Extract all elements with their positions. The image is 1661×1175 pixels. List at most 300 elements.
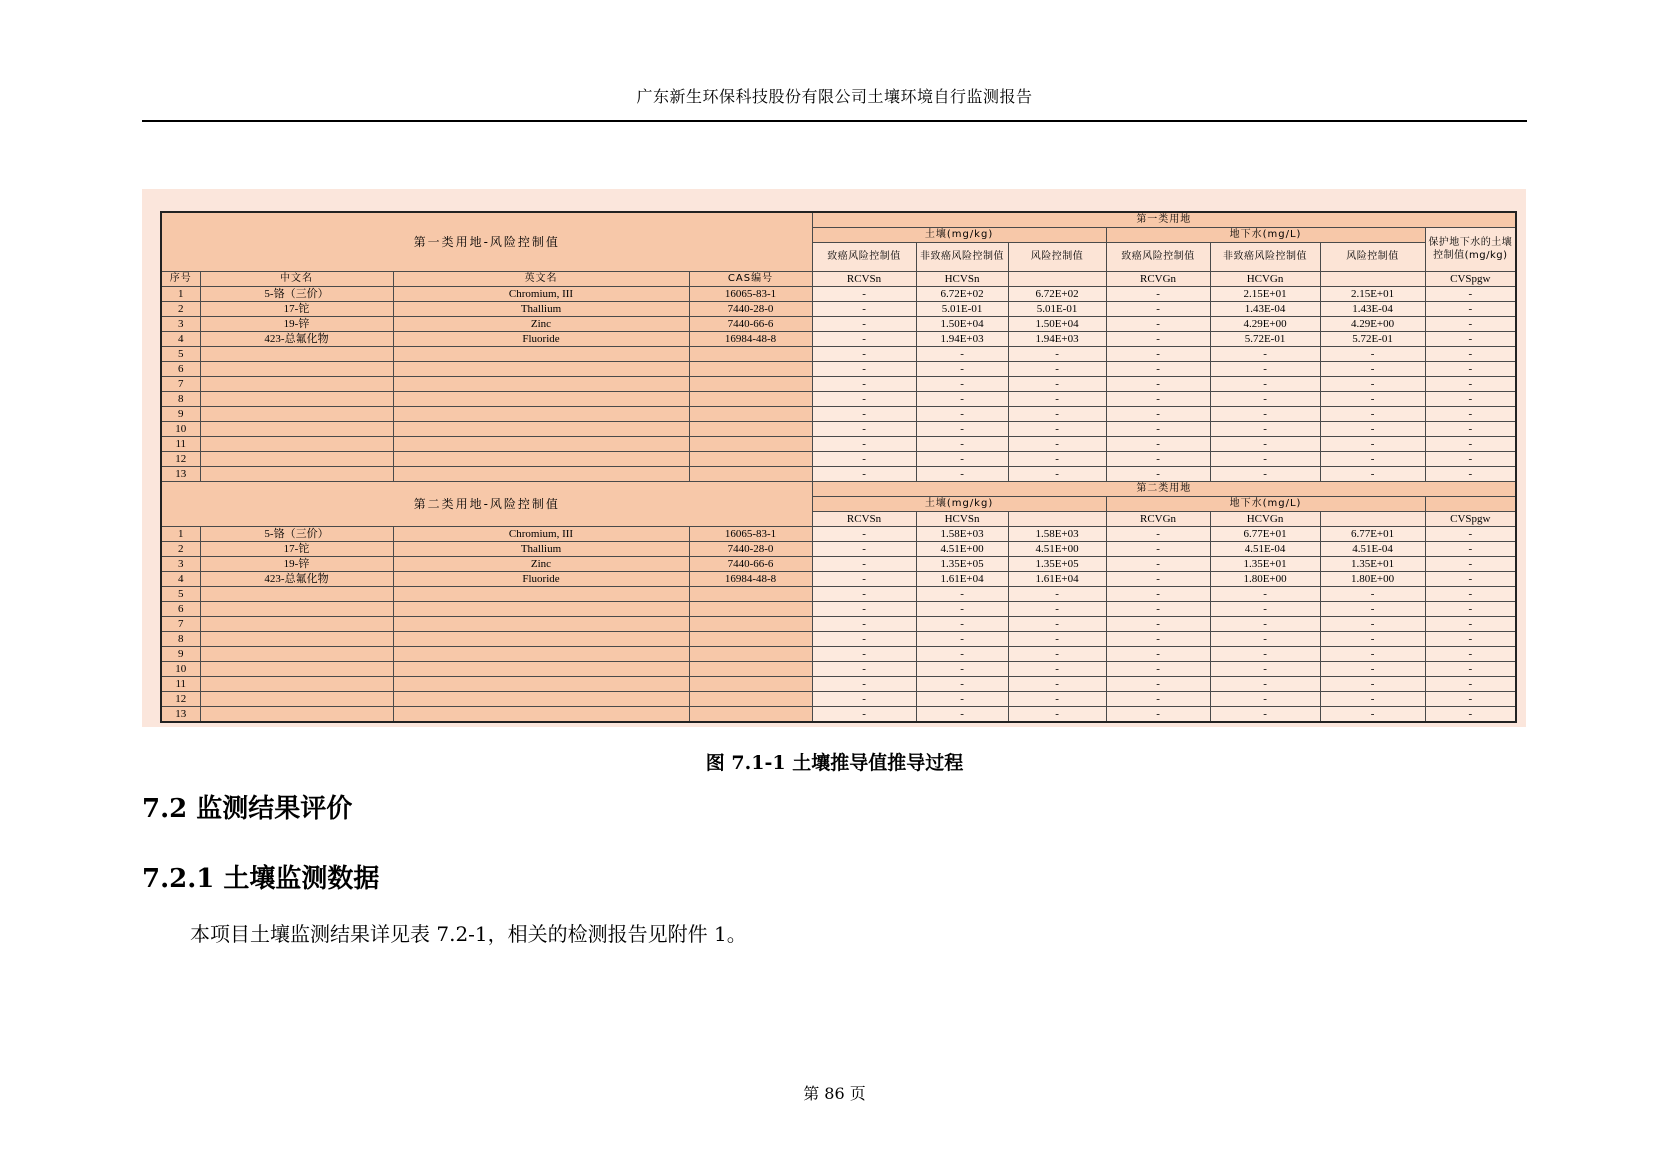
code-header-cell: CVSpgw (1425, 272, 1516, 287)
code-header-cell: CVSpgw (1425, 512, 1516, 527)
table-cell: - (1320, 377, 1425, 392)
table-cell: - (812, 662, 916, 677)
table-cell: - (1008, 707, 1106, 723)
table-cell: - (1106, 527, 1210, 542)
table-cell: - (1210, 587, 1320, 602)
table-cell (200, 707, 393, 723)
table-cell: 1.35E+05 (1008, 557, 1106, 572)
table-cell: - (1210, 452, 1320, 467)
table-cell: 5.01E-01 (1008, 302, 1106, 317)
table-cell: - (916, 467, 1008, 482)
table-cell: - (1320, 632, 1425, 647)
table-cell: 9 (161, 407, 200, 422)
table-cell: - (1210, 662, 1320, 677)
table-cell: - (1425, 392, 1516, 407)
table-cell: - (916, 407, 1008, 422)
table-cell: 12 (161, 452, 200, 467)
table-cell: - (1425, 407, 1516, 422)
table-cell: - (1106, 362, 1210, 377)
table-cell: - (916, 707, 1008, 723)
table-row (161, 362, 1516, 377)
column-header-cell: 中文名 (200, 272, 393, 287)
table-cell: - (812, 392, 916, 407)
table-cell: 2 (161, 542, 200, 557)
table-cell: 17-铊 (200, 302, 393, 317)
table-cell: - (1210, 677, 1320, 692)
table-cell (689, 632, 812, 647)
table-cell (689, 437, 812, 452)
table-cell: 423-总氟化物 (200, 572, 393, 587)
table-cell: - (916, 422, 1008, 437)
table-cell: 2.15E+01 (1210, 287, 1320, 302)
table-cell: - (1008, 437, 1106, 452)
table-cell (393, 347, 689, 362)
column-header-cell: 序号 (161, 272, 200, 287)
table-cell: - (1008, 467, 1106, 482)
table-row (161, 587, 1516, 602)
table-cell: - (1106, 332, 1210, 347)
table-cell: - (1425, 527, 1516, 542)
table-cell (200, 347, 393, 362)
table-cell: - (812, 362, 916, 377)
table-row (161, 302, 1516, 317)
table-cell: - (1008, 662, 1106, 677)
table-cell: - (1320, 647, 1425, 662)
table-cell (393, 587, 689, 602)
table-cell: - (1210, 392, 1320, 407)
table-cell: - (916, 617, 1008, 632)
table-row (161, 707, 1516, 723)
table-cell: 4.51E-04 (1210, 542, 1320, 557)
table-cell: 7 (161, 617, 200, 632)
column-header-cell: CAS编号 (689, 272, 812, 287)
table-row (161, 287, 1516, 302)
table-cell: - (812, 347, 916, 362)
table-cell: - (1106, 422, 1210, 437)
sub-header-cell: 风险控制值 (1320, 243, 1425, 272)
table-cell: 4 (161, 332, 200, 347)
table-cell: - (1210, 377, 1320, 392)
table-cell: - (1425, 542, 1516, 557)
table-cell (689, 707, 812, 723)
table-cell: - (812, 647, 916, 662)
table-cell: 16984-48-8 (689, 572, 812, 587)
table-cell: 5-铬（三价） (200, 287, 393, 302)
table-cell: Chromium, III (393, 527, 689, 542)
table-cell: 3 (161, 557, 200, 572)
table-cell: - (1210, 437, 1320, 452)
table-cell: - (1008, 422, 1106, 437)
table-row (161, 392, 1516, 407)
table-cell (200, 632, 393, 647)
table-cell: Chromium, III (393, 287, 689, 302)
water-group-header: 地下水(mg/L) (1106, 497, 1425, 512)
table-cell: 7440-28-0 (689, 302, 812, 317)
table-cell: - (1008, 407, 1106, 422)
section-right-title: 第二类用地 (812, 482, 1516, 497)
table-cell: 6 (161, 602, 200, 617)
table-cell: - (1320, 422, 1425, 437)
table-cell: 2 (161, 302, 200, 317)
table-cell: - (1320, 407, 1425, 422)
soil-group-header: 土壤(mg/kg) (812, 228, 1106, 243)
table-cell: 1.94E+03 (1008, 332, 1106, 347)
table-cell (393, 377, 689, 392)
table-cell (393, 452, 689, 467)
table-row (161, 437, 1516, 452)
table-cell: 1.35E+01 (1210, 557, 1320, 572)
water-group-header: 地下水(mg/L) (1106, 228, 1425, 243)
table-cell: - (1425, 602, 1516, 617)
table-cell: - (1425, 437, 1516, 452)
table-cell: 7440-66-6 (689, 317, 812, 332)
table-cell (689, 647, 812, 662)
table-cell: - (812, 377, 916, 392)
table-row (161, 692, 1516, 707)
table-cell: - (1008, 587, 1106, 602)
table-cell: - (812, 437, 916, 452)
table-cell (393, 407, 689, 422)
table-cell: 1.35E+01 (1320, 557, 1425, 572)
table-cell: - (1320, 707, 1425, 723)
table-cell: - (1425, 617, 1516, 632)
table-cell (393, 437, 689, 452)
table-cell: - (1210, 407, 1320, 422)
table-cell (689, 347, 812, 362)
table-cell: - (916, 632, 1008, 647)
table-cell: - (916, 452, 1008, 467)
table-cell: - (812, 422, 916, 437)
table-cell: - (1106, 302, 1210, 317)
table-cell: - (1425, 287, 1516, 302)
table-cell (393, 362, 689, 377)
table-cell: 1.80E+00 (1320, 572, 1425, 587)
code-header-cell (1008, 272, 1106, 287)
table-cell: - (1425, 332, 1516, 347)
table-cell: - (812, 527, 916, 542)
table-row (161, 452, 1516, 467)
table-cell: 1.35E+05 (916, 557, 1008, 572)
table-cell: 6.72E+02 (916, 287, 1008, 302)
table-cell: 5 (161, 587, 200, 602)
table-cell (200, 362, 393, 377)
table-cell: - (1425, 362, 1516, 377)
table-cell: 9 (161, 647, 200, 662)
table-cell: 8 (161, 392, 200, 407)
table-cell: - (1106, 347, 1210, 362)
table-cell: - (916, 662, 1008, 677)
risk-control-table (160, 211, 1517, 723)
sub-header-cell: 致癌风险控制值 (1106, 243, 1210, 272)
table-cell: Fluoride (393, 332, 689, 347)
page-number: 第 86 页 (803, 1084, 866, 1103)
table-cell: 1.50E+04 (1008, 317, 1106, 332)
header-row-group (161, 212, 1516, 228)
table-cell: 1.50E+04 (916, 317, 1008, 332)
table-cell: - (812, 332, 916, 347)
page-header: 广东新生环保科技股份有限公司土壤环境自行监测报告 (636, 87, 1033, 106)
table-cell (689, 407, 812, 422)
table-row (161, 542, 1516, 557)
table-row (161, 617, 1516, 632)
table-row (161, 632, 1516, 647)
table-cell (200, 422, 393, 437)
table-cell: - (1320, 437, 1425, 452)
table-cell: - (1106, 317, 1210, 332)
table-cell: - (1210, 617, 1320, 632)
code-header-cell: RCVSn (812, 512, 916, 527)
table-cell: 7 (161, 377, 200, 392)
table-cell: Fluoride (393, 572, 689, 587)
table-cell: - (812, 617, 916, 632)
table-cell: 1.58E+03 (916, 527, 1008, 542)
table-cell: - (1425, 692, 1516, 707)
table-cell (689, 602, 812, 617)
table-cell: - (812, 557, 916, 572)
table-cell: - (1008, 632, 1106, 647)
table-row (161, 347, 1516, 362)
table-cell: - (1425, 377, 1516, 392)
table-cell (689, 587, 812, 602)
table-cell: 8 (161, 632, 200, 647)
table-cell: 6.72E+02 (1008, 287, 1106, 302)
table-cell: - (916, 677, 1008, 692)
table-cell (689, 662, 812, 677)
code-header-cell (1320, 272, 1425, 287)
table-row (161, 332, 1516, 347)
code-header-cell: HCVSn (916, 512, 1008, 527)
table-cell: - (1320, 452, 1425, 467)
section-right-title: 第一类用地 (812, 212, 1516, 228)
table-row (161, 662, 1516, 677)
table-cell: - (1008, 677, 1106, 692)
table-cell: - (1008, 392, 1106, 407)
table-cell: - (1210, 467, 1320, 482)
table-cell: - (1008, 617, 1106, 632)
table-cell: 423-总氟化物 (200, 332, 393, 347)
table-cell: - (812, 587, 916, 602)
table-cell: Thallium (393, 542, 689, 557)
table-cell: - (916, 392, 1008, 407)
table-cell (393, 662, 689, 677)
table-cell: 12 (161, 692, 200, 707)
table-cell: 5-铬（三价） (200, 527, 393, 542)
table-row (161, 422, 1516, 437)
table-cell: 1.61E+04 (1008, 572, 1106, 587)
table-cell: - (1210, 602, 1320, 617)
table-cell (689, 392, 812, 407)
sub-header-cell: 风险控制值 (1008, 243, 1106, 272)
table-cell: 1.58E+03 (1008, 527, 1106, 542)
table-cell: 6 (161, 362, 200, 377)
table-cell (689, 422, 812, 437)
table-cell: 19-锌 (200, 317, 393, 332)
table-cell (393, 677, 689, 692)
table-cell: - (1008, 377, 1106, 392)
table-cell: - (1008, 647, 1106, 662)
table-cell: - (812, 677, 916, 692)
table-row (161, 602, 1516, 617)
table-cell: - (1425, 707, 1516, 723)
table-cell: - (1106, 392, 1210, 407)
table-cell (393, 647, 689, 662)
table-cell: 7440-66-6 (689, 557, 812, 572)
table-body (161, 212, 1516, 722)
table-cell: 1.43E-04 (1210, 302, 1320, 317)
table-cell: - (1106, 587, 1210, 602)
table-cell: - (812, 692, 916, 707)
table-cell: - (1320, 347, 1425, 362)
table-cell: - (916, 602, 1008, 617)
table-cell: 1.43E-04 (1320, 302, 1425, 317)
table-wrap (160, 211, 1515, 721)
table-cell (200, 452, 393, 467)
table-cell (200, 692, 393, 707)
header-rule (142, 120, 1527, 122)
table-cell (393, 422, 689, 437)
table-row (161, 572, 1516, 587)
table-cell (689, 452, 812, 467)
table-cell: 4 (161, 572, 200, 587)
table-cell: - (1320, 362, 1425, 377)
header-row-group (161, 482, 1516, 497)
table-row (161, 527, 1516, 542)
table-cell (689, 677, 812, 692)
table-cell: - (812, 542, 916, 557)
table-row (161, 557, 1516, 572)
table-cell (393, 467, 689, 482)
table-cell: - (1320, 692, 1425, 707)
table-cell: 10 (161, 422, 200, 437)
figure-caption: 图 7.1-1 土壤推导值推导过程 (705, 752, 964, 774)
table-cell: 11 (161, 677, 200, 692)
section-left-title: 第一类用地-风险控制值 (161, 212, 812, 272)
table-cell: 19-锌 (200, 557, 393, 572)
table-cell (200, 647, 393, 662)
table-cell: - (1106, 407, 1210, 422)
table-cell: - (916, 377, 1008, 392)
table-cell: - (812, 287, 916, 302)
table-cell: - (812, 572, 916, 587)
table-cell: - (1210, 707, 1320, 723)
table-cell: - (1106, 542, 1210, 557)
code-header-cell: HCVGn (1210, 272, 1320, 287)
table-cell (689, 377, 812, 392)
table-cell: 4.29E+00 (1320, 317, 1425, 332)
table-cell: 7440-28-0 (689, 542, 812, 557)
table-cell: 16065-83-1 (689, 287, 812, 302)
table-cell: - (1106, 677, 1210, 692)
table-cell (200, 407, 393, 422)
table-cell: 6.77E+01 (1320, 527, 1425, 542)
section-left-title: 第二类用地-风险控制值 (161, 482, 812, 527)
table-cell (200, 602, 393, 617)
table-cell: - (916, 347, 1008, 362)
table-cell: - (1425, 557, 1516, 572)
table-cell: 16065-83-1 (689, 527, 812, 542)
table-cell: 5.72E-01 (1210, 332, 1320, 347)
table-cell: 2.15E+01 (1320, 287, 1425, 302)
table-cell (200, 662, 393, 677)
table-cell: - (1425, 347, 1516, 362)
table-cell (689, 692, 812, 707)
table-cell: - (1320, 467, 1425, 482)
code-header-cell: RCVGn (1106, 512, 1210, 527)
protect-groundwater-header-empty (1425, 497, 1516, 512)
table-cell: - (1320, 392, 1425, 407)
sub-header-cell: 非致癌风险控制值 (1210, 243, 1320, 272)
table-cell: 1.61E+04 (916, 572, 1008, 587)
table-cell: - (1210, 422, 1320, 437)
table-cell: - (1106, 602, 1210, 617)
table-cell: - (1106, 647, 1210, 662)
table-cell: - (1425, 422, 1516, 437)
table-cell: - (812, 302, 916, 317)
table-cell: - (1008, 602, 1106, 617)
table-row (161, 407, 1516, 422)
table-cell: - (1210, 362, 1320, 377)
table-cell: - (1106, 692, 1210, 707)
table-cell: - (1425, 662, 1516, 677)
table-cell (200, 617, 393, 632)
table-cell: - (1106, 707, 1210, 723)
table-cell: - (1008, 347, 1106, 362)
table-cell: 16984-48-8 (689, 332, 812, 347)
table-cell: - (1425, 677, 1516, 692)
code-header-cell: RCVGn (1106, 272, 1210, 287)
table-cell: - (1320, 677, 1425, 692)
table-cell: 1 (161, 287, 200, 302)
table-cell (200, 392, 393, 407)
table-cell (200, 587, 393, 602)
table-cell (393, 602, 689, 617)
table-cell: - (1425, 632, 1516, 647)
table-cell (689, 617, 812, 632)
table-cell (200, 437, 393, 452)
table-cell: - (812, 407, 916, 422)
table-cell (200, 677, 393, 692)
table-cell: 1.80E+00 (1210, 572, 1320, 587)
table-cell (689, 362, 812, 377)
table-cell: 5 (161, 347, 200, 362)
table-cell: - (1425, 302, 1516, 317)
table-cell: 1.94E+03 (916, 332, 1008, 347)
section-heading: 7.2 监测结果评价 (142, 794, 353, 824)
table-cell: 4.51E+00 (1008, 542, 1106, 557)
table-cell: 5.72E-01 (1320, 332, 1425, 347)
protect-groundwater-header: 保护地下水的土壤控制值(mg/kg) (1425, 228, 1516, 272)
table-cell (200, 467, 393, 482)
table-cell: - (1320, 587, 1425, 602)
table-cell: - (916, 647, 1008, 662)
column-header-row (161, 272, 1516, 287)
code-header-cell: RCVSn (812, 272, 916, 287)
table-cell: - (1106, 617, 1210, 632)
table-cell: - (1008, 362, 1106, 377)
sub-header-cell: 非致癌风险控制值 (916, 243, 1008, 272)
table-cell: 4.29E+00 (1210, 317, 1320, 332)
code-header-cell (1008, 512, 1106, 527)
table-cell: - (916, 437, 1008, 452)
table-row (161, 677, 1516, 692)
table-cell: 13 (161, 467, 200, 482)
table-cell: - (812, 707, 916, 723)
table-cell: Thallium (393, 302, 689, 317)
table-cell: - (1210, 632, 1320, 647)
table-cell: 10 (161, 662, 200, 677)
table-cell: - (1106, 452, 1210, 467)
table-cell: Zinc (393, 557, 689, 572)
